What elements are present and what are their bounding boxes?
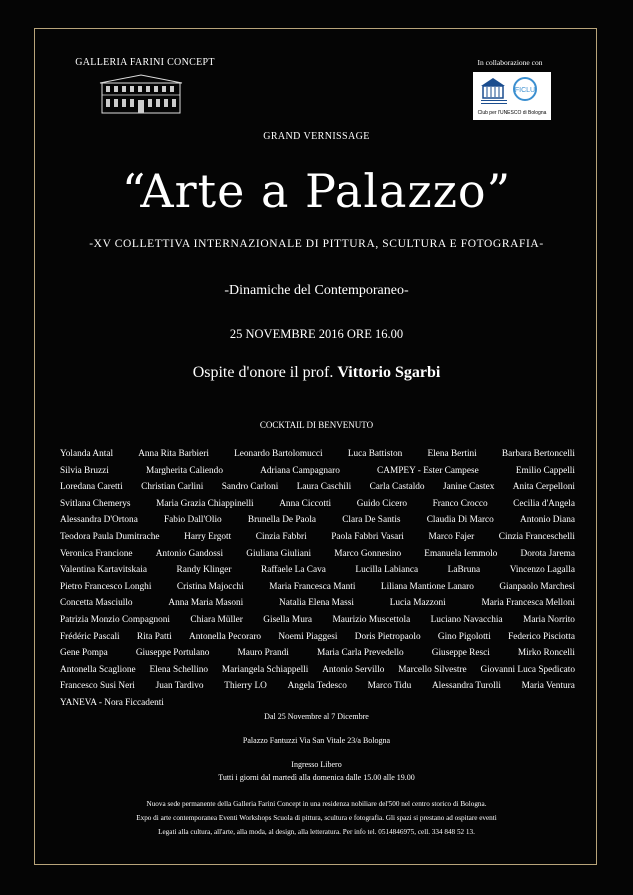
artist-row: [60, 512, 575, 529]
artist-name: Sandro Carloni: [221, 482, 279, 493]
artist-row: [60, 579, 575, 596]
artist-name: Chiara Müller: [190, 614, 243, 625]
artist-name: Clara De Santis: [342, 515, 401, 526]
artist-name: Janine Castex: [442, 482, 495, 493]
artist-name: Paola Fabbri Vasari: [331, 531, 404, 542]
artist-name: Gianpaolo Marchesi: [499, 581, 575, 592]
artist-name: Cinzia Franceschelli: [498, 531, 575, 542]
artist-name: Veronica Francione: [60, 548, 133, 559]
artist-name: Leonardo Bartolomucci: [234, 449, 323, 459]
exhibition-address: Palazzo Fantuzzi Via San Vitale 23/a Bologna: [242, 736, 391, 745]
artist-row: [60, 645, 575, 662]
artist-name: Christian Carlini: [141, 482, 204, 493]
artist-name: Juan Tardivo: [155, 681, 204, 692]
footer-note-1: Nuova sede permanente della Galleria Farini Concept in una residenza nobiliare del'500 nel centro storico di Bologna.: [146, 800, 487, 808]
artist-name: Giuseppe Portulano: [135, 648, 210, 659]
artist-row: [60, 446, 575, 463]
artist-name: Doris Pietropaolo: [354, 631, 421, 642]
artist-name: Antonio Gandossi: [155, 548, 224, 559]
artist-name: Giovanni Luca Spedicato: [480, 664, 575, 675]
artist-name: Maria Grazia Chiappinelli: [156, 498, 254, 509]
artist-name: Maria Francesca Melloni: [481, 598, 575, 609]
artist-name: Francesco Susi Neri: [60, 681, 135, 692]
artist-name: Maurizio Muscettola: [332, 614, 411, 625]
artist-name: Lucia Mazzoni: [389, 598, 446, 609]
artist-name: Emanuela Iemmolo: [424, 548, 498, 559]
footer-note-3: Legati alla cultura, all'arte, alla moda, al design, alla letteratura. Per info tel. 0514846975, cell. 334 848 52 13.: [158, 828, 475, 836]
artist-name: Harry Ergott: [184, 531, 232, 542]
artist-name: Alessandra D'Ortona: [60, 515, 138, 526]
artist-name: Fabio Dall'Olio: [164, 515, 222, 526]
artist-row: [60, 678, 575, 695]
artist-name: Valentina Kartavitskaia: [60, 565, 147, 576]
artist-row: [60, 496, 575, 513]
artist-name: Gisella Mura: [263, 614, 313, 625]
artist-name: Vincenzo Lagalla: [509, 565, 575, 576]
artist-name: Elena Schellino: [149, 664, 209, 675]
artist-name: Lucilla Labianca: [355, 565, 419, 576]
artist-name: Giuseppe Resci: [431, 648, 490, 659]
artist-name: Maria Ventura: [521, 681, 575, 692]
artist-name: CAMPEY - Ester Campese: [377, 465, 479, 476]
artist-list: [60, 446, 575, 712]
artist-name: Teodora Paula Dumitrache: [60, 531, 160, 542]
artist-name: Alessandra Turolli: [431, 681, 501, 692]
artist-name: Liliana Mantione Lanaro: [380, 581, 474, 592]
artist-name: Carla Castaldo: [369, 482, 425, 493]
artist-name: Brunella De Paola: [247, 515, 317, 526]
artist-name: Maria Norrito: [523, 614, 575, 625]
artist-name: Cecilia d'Angela: [513, 498, 575, 509]
artist-name: Marco Gonnesino: [334, 548, 402, 559]
artist-name: Luca Battiston: [347, 449, 403, 459]
artist-name: Antonella Pecoraro: [189, 631, 262, 642]
artist-name: Randy Klinger: [176, 565, 232, 576]
artist-row: [60, 595, 575, 612]
artist-name: Natalia Elena Massi: [279, 598, 354, 609]
artist-name: Cinzia Fabbri: [255, 531, 307, 542]
artist-row: [60, 529, 575, 546]
entry-info: Ingresso Libero: [291, 760, 342, 769]
artist-name: Mariangela Schiappelli: [221, 664, 309, 675]
artist-name: Anna Ciccotti: [279, 498, 332, 509]
artist-row: [60, 612, 575, 629]
collab-label: In collaborazione con: [477, 58, 543, 67]
artist-name: Maria Carla Prevedello: [316, 648, 404, 659]
cocktail-label: COCKTAIL DI BENVENUTO: [259, 420, 374, 430]
artist-row: [60, 479, 575, 496]
artist-name: Mauro Prandi: [237, 648, 289, 659]
guest-prefix: Ospite d'onore il prof.: [192, 364, 334, 381]
artist-name: YANEVA - Nora Ficcadenti: [60, 697, 164, 708]
guest-of-honor: [0, 364, 633, 382]
artist-name: Angela Tedesco: [287, 681, 347, 692]
artist-name: Federico Pisciotta: [508, 631, 575, 642]
event-title: “Arte a Palazzo”: [121, 164, 512, 218]
artist-name: Gene Pompa: [60, 648, 108, 659]
artist-name: Antonio Diana: [520, 515, 575, 526]
artist-name: Emilio Cappelli: [515, 465, 575, 476]
artist-name: Pietro Francesco Longhi: [60, 581, 152, 592]
event-subtitle: GRAND VERNISSAGE: [263, 131, 370, 142]
artist-name: LaBruna: [447, 565, 481, 576]
artist-name: Thierry LO: [224, 681, 267, 692]
artist-row: [60, 629, 575, 646]
artist-name: Dorota Jarema: [520, 548, 575, 559]
artist-name: Franco Crocco: [432, 498, 488, 509]
artist-name: Loredana Caretti: [60, 482, 123, 493]
artist-name: Cristina Majocchi: [176, 581, 244, 592]
event-theme: -Dinamiche del Contemporaneo-: [224, 283, 409, 298]
artist-name: Noemi Piaggesi: [278, 631, 338, 642]
artist-name: Svitlana Chemerys: [60, 498, 131, 509]
artist-name: Claudia Di Marco: [426, 515, 494, 526]
artist-name: Adriana Campagnaro: [260, 465, 340, 476]
palazzo-logo-icon: [96, 73, 186, 115]
artist-name: Raffaele La Cava: [261, 565, 326, 576]
artist-name: Gino Pigolotti: [437, 631, 491, 642]
guest-name: Vittorio Sgarbi: [337, 364, 441, 381]
event-date: 25 NOVEMBRE 2016 ORE 16.00: [229, 327, 404, 341]
artist-name: Patrizia Monzio Compagnoni: [60, 614, 170, 625]
artist-name: Laura Caschili: [296, 482, 352, 493]
artist-name: Barbara Bertoncelli: [501, 449, 575, 459]
artist-name: Rita Patti: [136, 631, 172, 642]
partner-logos: [473, 72, 551, 120]
artist-name: Luciano Navacchia: [430, 614, 503, 625]
artist-name: Giuliana Giuliani: [246, 548, 312, 559]
artist-name: Antonio Servillo: [322, 664, 385, 675]
artist-name: Marcello Silvestre: [398, 664, 467, 675]
artist-row: [60, 662, 575, 679]
artist-name: Guido Cicero: [356, 498, 408, 509]
artist-row: [60, 463, 575, 480]
artist-name: Yolanda Antal: [60, 449, 114, 459]
artist-name: Frédéric Pascali: [60, 631, 120, 642]
ficlu-logo-label: FICLU: [514, 87, 536, 94]
footer-note-2: Expo di arte contemporanea Eventi Workshops Scuola di pittura, scultura e fotografia. Gli spazi si prestano ad ospitare eventi: [136, 814, 497, 822]
artist-name: Maria Francesca Manti: [269, 581, 356, 592]
artist-name: Marco Tidu: [367, 681, 412, 692]
artist-row: [60, 562, 575, 579]
artist-name: Elena Bertini: [427, 449, 477, 459]
artist-row: [60, 546, 575, 563]
artist-name: Concetta Masciullo: [60, 598, 133, 609]
gallery-name: GALLERIA FARINI CONCEPT: [75, 57, 215, 68]
artist-name: Antonella Scaglione: [60, 664, 136, 675]
artist-name: Anita Cerpelloni: [512, 482, 575, 493]
artist-row: [60, 695, 575, 712]
artist-name: Margherita Caliendo: [145, 465, 223, 476]
artist-name: Silvia Bruzzi: [60, 465, 109, 476]
opening-hours: Tutti i giorni dal martedì alla domenica dalle 15.00 alle 19.00: [218, 773, 415, 782]
artist-name: Marco Fajer: [428, 531, 475, 542]
event-description: -XV COLLETTIVA INTERNAZIONALE DI PITTURA, SCULTURA E FOTOGRAFIA-: [89, 238, 544, 250]
artist-name: Anna Rita Barbieri: [138, 449, 209, 459]
artist-name: Mirko Roncelli: [517, 648, 575, 659]
exhibition-dates: Dal 25 Novembre al 7 Dicembre: [264, 712, 369, 721]
artist-name: Anna Maria Masoni: [168, 598, 244, 609]
partner-caption: Club per l'UNESCO di Bologna: [477, 110, 547, 116]
